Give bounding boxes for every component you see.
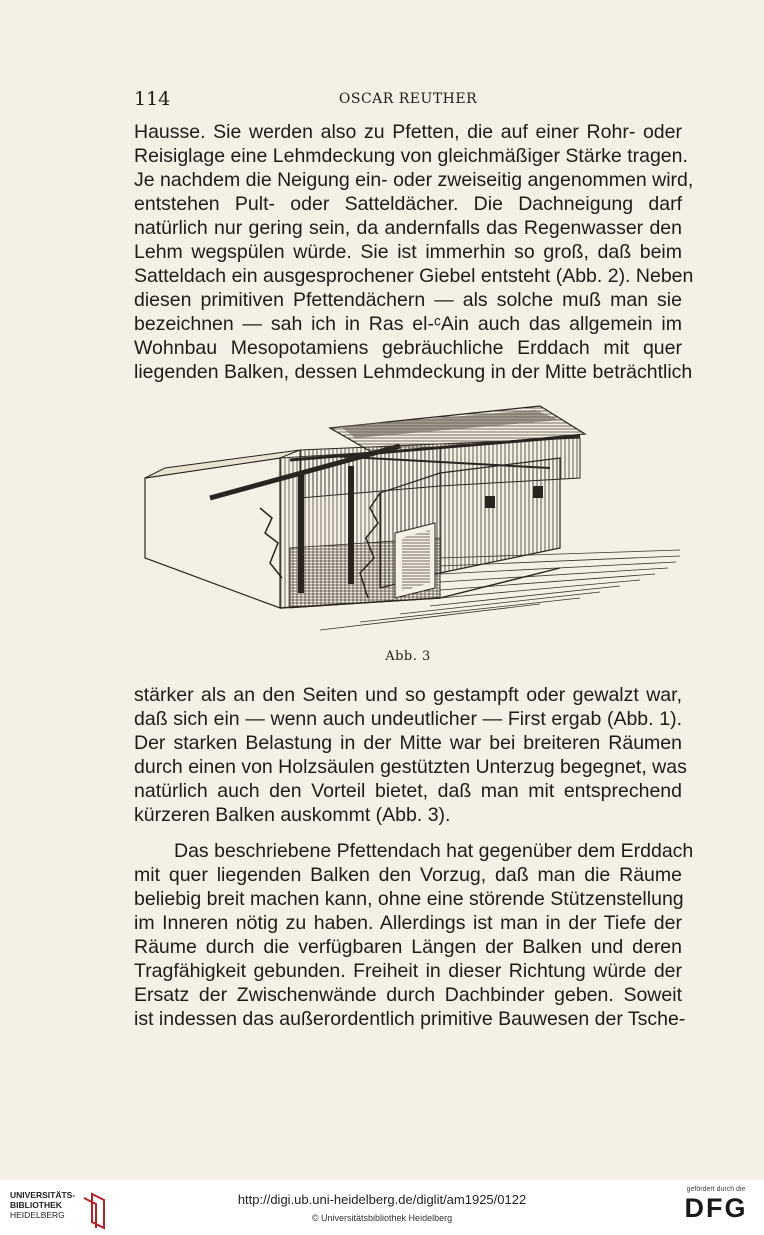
- text-line: Tragfähigkeit gebunden. Freiheit in dieser Richtung würde der: [134, 960, 682, 982]
- text-line: bezeichnen — sah ich in Ras el-ᶜAin auch das allgemein im: [134, 313, 682, 335]
- text-line: Je nachdem die Neigung ein- oder zweiseitig angenommen wird,: [134, 169, 694, 191]
- text-line: diesen primitiven Pfettendächern — als solche muß man sie: [134, 289, 682, 311]
- text-line: Lehm wegspülen würde. Sie ist immerhin so groß, daß beim: [134, 241, 682, 263]
- house-illustration: [140, 398, 685, 648]
- text-line: Der starken Belastung in der Mitte war bei breiteren Räumen: [134, 732, 682, 754]
- library-name-line: UNIVERSITÄTS-: [10, 1190, 76, 1200]
- column: [348, 466, 354, 584]
- copyright-notice: © Universitätsbibliothek Heidelberg: [311, 1213, 453, 1223]
- text-line: natürlich nur gering sein, da andernfalls das Regenwasser den: [134, 217, 682, 239]
- text-line: Räume durch die verfügbaren Längen der Balken und deren: [134, 936, 682, 958]
- text-line: entstehen Pult- oder Satteldächer. Die Dachneigung darf: [134, 193, 682, 215]
- text-line: Reisiglage eine Lehmdeckung von gleichmäßiger Stärke tragen.: [134, 145, 688, 167]
- figure-caption: Abb. 3: [385, 649, 431, 664]
- paragraph-2: [134, 683, 687, 827]
- text-line: Das beschriebene Pfettendach hat gegenüber dem Erddach: [174, 840, 694, 862]
- digitization-footer: [0, 1180, 764, 1235]
- text-line: beliebig breit machen kann, ohne eine störende Stützenstellung: [134, 888, 684, 910]
- window: [533, 486, 543, 498]
- text-line: Satteldach ein ausgesprochener Giebel entsteht (Abb. 2). Neben: [134, 265, 694, 287]
- text-line: Ersatz der Zwischenwände durch Dachbinder geben. Soweit: [134, 984, 682, 1006]
- figure-abb-3: [140, 398, 685, 648]
- library-name-line: BIBLIOTHEK: [10, 1200, 62, 1210]
- paragraph-3: [134, 839, 694, 1031]
- column: [298, 473, 304, 593]
- left-wall: [145, 458, 280, 608]
- text-line: stärker als an den Seiten und so gestampft oder gewalzt war,: [134, 684, 682, 706]
- running-head: OSCAR REUTHER: [338, 91, 478, 107]
- text-line: Wohnbau Mesopotamiens gebräuchliche Erddach mit quer: [134, 337, 682, 359]
- text-line: natürlich auch den Vorteil bietet, daß man mit entsprechend: [134, 780, 682, 802]
- sponsor-name: DFG: [684, 1193, 748, 1223]
- text-line: im Inneren nötig zu haben. Allerdings ist man in der Tiefe der: [134, 912, 682, 934]
- window: [485, 496, 495, 508]
- text-line: ist indessen das außerordentlich primitive Bauwesen der Tsche-: [134, 1008, 686, 1030]
- text-line: liegenden Balken, dessen Lehmdeckung in der Mitte beträchtlich: [134, 361, 693, 383]
- text-line: durch einen von Holzsäulen gestützten Unterzug begegnet, was: [134, 756, 687, 778]
- sponsor-tagline: gefördert durch die: [686, 1186, 746, 1193]
- text-line: kürzeren Balken auskommt (Abb. 3).: [134, 804, 451, 826]
- text-line: Hausse. Sie werden also zu Pfetten, die auf einer Rohr- oder: [134, 121, 682, 143]
- dfg-logo[interactable]: [676, 1186, 756, 1230]
- paragraph-1: [134, 120, 694, 384]
- library-name-line: HEIDELBERG: [10, 1210, 65, 1220]
- permalink-url[interactable]: http://digi.ub.uni-heidelberg.de/diglit/am1925/0122: [237, 1192, 527, 1207]
- text-line: mit quer liegenden Balken den Vorzug, daß man die Räume: [134, 864, 682, 886]
- text-line: daß sich ein — wenn auch undeutlicher — First ergab (Abb. 1).: [134, 708, 682, 730]
- page-number: 114: [134, 88, 171, 110]
- page-header: [134, 88, 682, 112]
